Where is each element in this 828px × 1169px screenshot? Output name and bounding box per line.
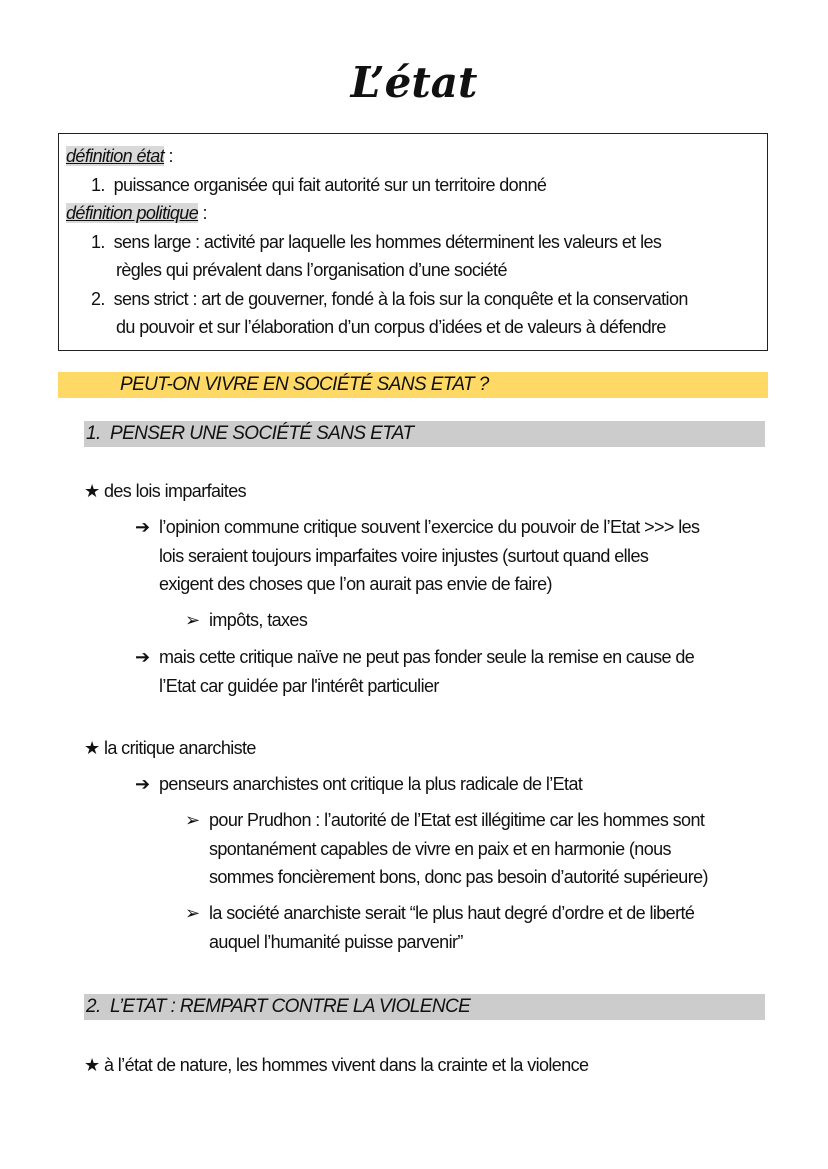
definition-etat: définition état : [66, 146, 173, 166]
star-bullet: ★ à l’état de nature, les hommes vivent dans la crainte et la violence [84, 1055, 589, 1075]
page-title: L’état [350, 58, 478, 107]
arrow-item: mais cette critique naïve ne peut pas fonder seule la remise en cause de l’Etat car guidée par l'intérêt particulier [159, 647, 695, 696]
star-icon: ★ [84, 481, 100, 501]
section-heading-1: 1. PENSER UNE SOCIÉTÉ SANS ETAT [84, 421, 765, 447]
arrowhead-icon: ➢ [185, 810, 200, 830]
sub-item: la société anarchiste serait “le plus haut degré d’ordre et de liberté auquel l’humanité puisse parvenir” [209, 903, 695, 952]
list-item: 1. puissance organisée qui fait autorité sur un territoire donné [91, 175, 547, 195]
star-icon: ★ [84, 1055, 100, 1075]
arrowhead-icon: ➢ [185, 610, 200, 630]
arrowhead-icon: ➢ [185, 903, 200, 923]
list-item-cont: du pouvoir et sur l’élaboration d’un corpus d’idées et de valeurs à défendre [116, 317, 666, 337]
arrow-icon: ➔ [135, 647, 150, 667]
sub-item: impôts, taxes [209, 610, 308, 630]
sub-item: pour Prudhon : l’autorité de l’Etat est illégitime car les hommes sont spontanément capables de vivre en paix et en harmonie (nous sommes foncièrement bons, donc pas besoin d’autorité supérieure) [209, 810, 708, 887]
definition-politique: définition politique : [66, 203, 207, 223]
star-bullet: ★ des lois imparfaites [84, 481, 247, 501]
list-item: 2. sens strict : art de gouverner, fondé à la fois sur la conquête et la conservation [91, 289, 688, 309]
arrow-item: l’opinion commune critique souvent l’exercice du pouvoir de l’Etat >>> les lois seraient toujours imparfaites voire injustes (surtout quand elles exigent des choses que l’on aurait pas envie de faire) [159, 517, 700, 594]
arrow-icon: ➔ [135, 517, 150, 537]
definitions-box [58, 133, 768, 351]
list-item: 1. sens large : activité par laquelle les hommes déterminent les valeurs et les [91, 232, 662, 252]
list-item-cont: règles qui prévalent dans l’organisation d’une société [116, 260, 507, 280]
arrow-item: penseurs anarchistes ont critique la plus radicale de l’Etat [159, 774, 583, 794]
main-question-banner: PEUT-ON VIVRE EN SOCIÉTÉ SANS ETAT ? [58, 372, 768, 398]
star-icon: ★ [84, 738, 100, 758]
section-heading-2: 2. L’ETAT : REMPART CONTRE LA VIOLENCE [84, 994, 765, 1020]
star-bullet: ★ la critique anarchiste [84, 738, 256, 758]
arrow-icon: ➔ [135, 774, 150, 794]
